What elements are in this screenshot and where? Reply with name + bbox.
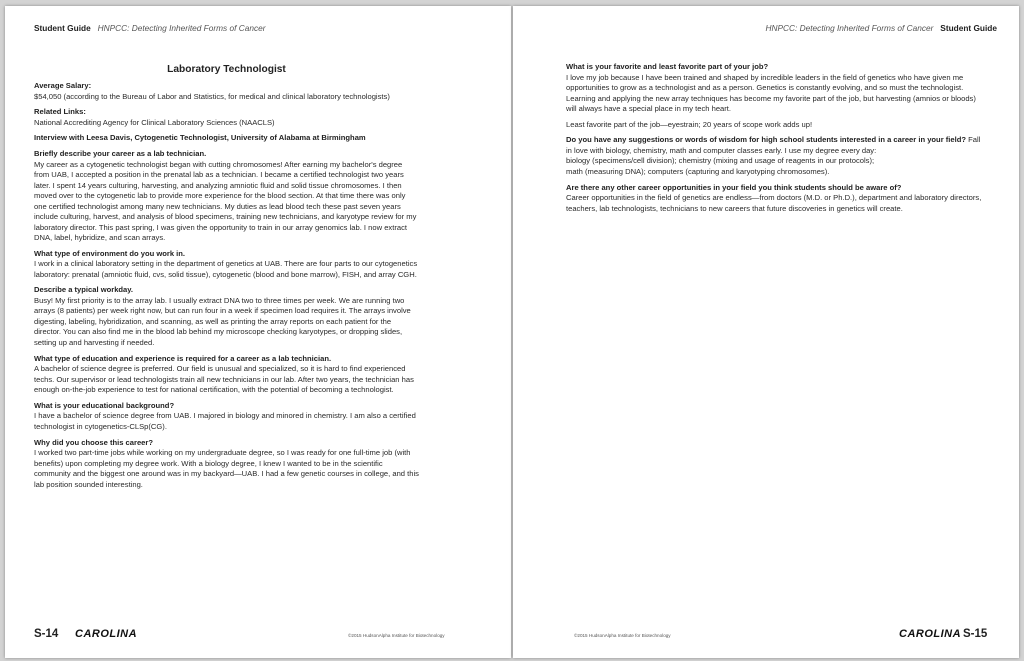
header-course: HNPCC: Detecting Inherited Forms of Cancer xyxy=(97,23,266,33)
page-title: Laboratory Technologist xyxy=(167,64,286,75)
interview-heading: Interview with Leesa Davis, Cytogenetic Technologist, University of Alabama at Birmingham xyxy=(34,133,366,143)
qa-item xyxy=(34,285,419,348)
question: Do you have any suggestions or words of wisdom for high school students interested in a career in your field? xyxy=(566,135,967,145)
header-label: Student Guide xyxy=(34,23,91,33)
carolina-logo: CAROLINA xyxy=(899,628,962,640)
question: Describe a typical workday. xyxy=(34,285,134,295)
answer: My career as a cytogenetic technologist began with cutting chromosomes! After earning my bachelor's degree from UAB, I accepted a position in the prenatal lab as a technician. I became a certified technologist two years later. I spent 14 years culturing, harvesting, and analyzing amniotic fluid and solid tissue chromosomes. I then moved over to the cytogenetic lab to provide more experience for the blood section. At that time there was only one certified technologist among many new technicians. My duties as lead blood tech these past seven years include culturing, harvest, and analysis of blood specimens, training new technicians, and karyotype review for my laboratory director. This past spring, I was given the opportunity to train in our array genomics lab. I now extract DNA, label, hybridize, and scan arrays. xyxy=(34,159,417,243)
header-label: Student Guide xyxy=(940,23,997,33)
question: What type of environment do you work in. xyxy=(34,248,186,258)
page-header xyxy=(34,23,265,33)
answer-followup: Least favorite part of the job—eyestrain; 20 years of scope work adds up! xyxy=(566,119,813,129)
question: Are there any other career opportunities in your field you think students should be aware of? xyxy=(566,182,902,192)
answer: A bachelor of science degree is preferred. Our field is unusual and specialized, so it is hard to find experienced techs. Our supervisor or lead technologists train all new technicians in our lab. After two years, the technician has enough on-the-job experience to test for national certification, with the potential of becoming a technologist. xyxy=(34,364,414,395)
question-answer xyxy=(566,135,986,156)
salary-section xyxy=(34,81,419,102)
answer: I have a bachelor of science degree from UAB. I majored in biology and minored in chemistry. I am also a certified technologist in cytogenetics-CLSp(CG). xyxy=(34,411,416,431)
page-s14 xyxy=(5,6,511,658)
copyright: ©2015 HudsonAlpha Institute for Biotechnology xyxy=(348,633,445,638)
answer-line: biology (specimens/cell division); chemistry (mixing and usage of reagents in our protocols); xyxy=(566,156,875,166)
links-section xyxy=(34,107,419,128)
links-label: Related Links: xyxy=(34,107,86,117)
answer: I love my job because I have been trained and shaped by incredible leaders in the field of genetics who have given me opportunities to grow as a technologist and as a person. Genetics is constantly evolving, and so must the technologist. Learning and applying the new array techniques has become my favorite part of the job, but harvesting (amnios or bloods) will always have a special place in my tech heart. xyxy=(566,72,976,113)
qa-item xyxy=(34,438,419,491)
page-number: S-14 xyxy=(34,628,59,640)
carolina-logo: CAROLINA xyxy=(75,628,138,640)
page-content xyxy=(34,64,419,495)
question: What is your favorite and least favorite part of your job? xyxy=(566,62,769,71)
answer: I worked two part-time jobs while working on my undergraduate degree, so I was ready for one full-time job (with benefits) upon completing my degree work. With a biology degree, I knew I wanted to be in the scientific community and the biggest one around was in my backyard—UAB. I had a few genetic courses in college, and this lab position sounded interesting. xyxy=(34,448,419,489)
answer: Busy! My first priority is to the array lab. I usually extract DNA two to three times per week. We are running two arrays (8 patients) per week right now, but can run four in a week if specimen load requires it. The arrays involve digesting, labeling, hybridization, and scanning, as well as printing the array reports on each patient for the director. You can also find me in the blood lab behind my microscope checking karyotypes, or dropping slides, setting up and harvesting if needed. xyxy=(34,295,411,347)
page-footer xyxy=(513,626,1019,642)
qa-item xyxy=(34,249,419,281)
question: Why did you choose this career? xyxy=(34,437,153,447)
qa-item xyxy=(566,135,986,177)
salary-label: Average Salary: xyxy=(34,81,92,90)
question: Briefly describe your career as a lab technician. xyxy=(34,149,207,159)
links-value: National Accrediting Agency for Clinical Laboratory Sciences (NAACLS) xyxy=(34,117,275,127)
page-content xyxy=(566,62,986,219)
qa-item xyxy=(34,401,419,433)
copyright: ©2015 HudsonAlpha Institute for Biotechnology xyxy=(574,633,671,638)
page-number: S-15 xyxy=(963,628,988,640)
qa-item xyxy=(34,354,419,396)
question: What is your educational background? xyxy=(34,400,175,410)
qa-item xyxy=(34,149,419,244)
qa-item xyxy=(566,183,986,215)
answer-line: math (measuring DNA); computers (capturing and karyotyping chromosomes). xyxy=(566,166,830,176)
answer: I work in a clinical laboratory setting in the department of genetics at UAB. There are four parts to our cytogenetics laboratory: prenatal (amniotic fluid, cvs, solid tissue), cytogenetic (blood and bone marrow), FISH, and array CGH. xyxy=(34,259,418,279)
page-footer xyxy=(5,626,511,642)
page-s15 xyxy=(513,6,1019,658)
answer: Career opportunities in the field of genetics are endless—from doctors (M.D. or Ph.D.), department and laboratory directors, teachers, lab technologists, technicians to new careers that future discoveries in genetics will create. xyxy=(566,193,982,213)
question: What type of education and experience is required for a career as a lab technician. xyxy=(34,353,332,363)
answer: Fall in love with biology, chemistry, math and computer classes early. I use my degree every day: xyxy=(566,135,981,155)
salary-value: $54,050 (according to the Bureau of Labor and Statistics, for medical and clinical laboratory technologists) xyxy=(34,91,390,101)
page-header xyxy=(766,23,997,33)
header-course: HNPCC: Detecting Inherited Forms of Cancer xyxy=(765,23,934,33)
qa-item xyxy=(566,62,986,130)
